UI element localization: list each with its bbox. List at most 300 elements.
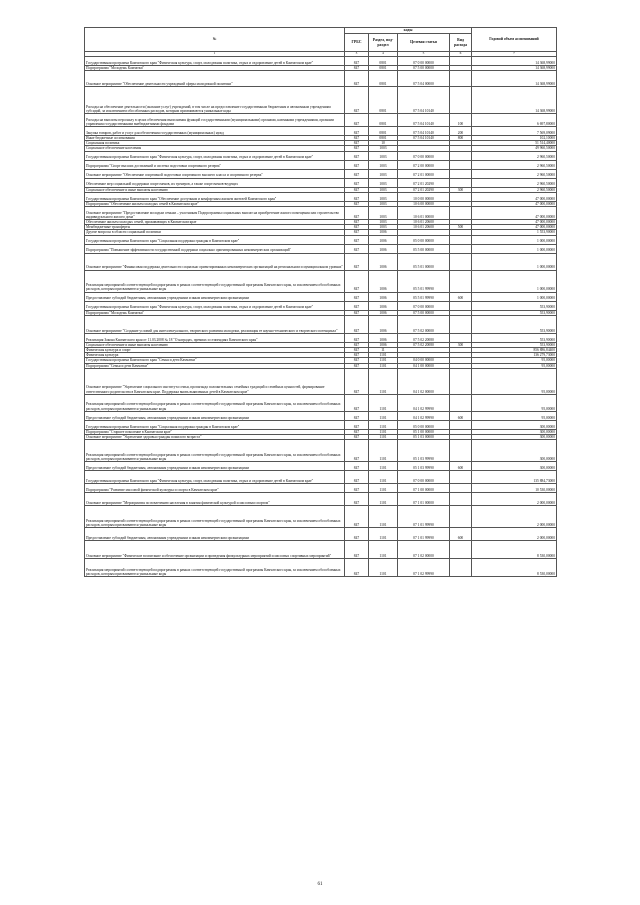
row-grbs: 847 bbox=[345, 253, 369, 270]
row-grbs: 847 bbox=[345, 301, 369, 310]
row-exp-type: 600 bbox=[450, 292, 472, 301]
row-amount: 7 569,09000 bbox=[472, 127, 557, 136]
row-amount: 300,00000 bbox=[472, 429, 557, 434]
row-grbs: 847 bbox=[345, 169, 369, 178]
page-number: 61 bbox=[317, 882, 323, 887]
row-amount: 856 886,84400 bbox=[472, 348, 557, 353]
row-grbs: 847 bbox=[345, 358, 369, 363]
row-name: Межбюджетные трансферты bbox=[85, 225, 345, 230]
row-grbs: 847 bbox=[345, 292, 369, 301]
row-grbs: 847 bbox=[345, 310, 369, 315]
table-row bbox=[85, 301, 557, 310]
row-name: Государственная программа Камчатского края "Обеспечение доступным и комфортным жильем жителей Камчатского края" bbox=[85, 192, 345, 201]
row-exp-type bbox=[450, 235, 472, 244]
row-target: 05 5 00 00000 bbox=[398, 244, 450, 253]
row-amount: 553,90000 bbox=[472, 310, 557, 315]
row-name: Подпрограмма "Семья и дети Камчатки" bbox=[85, 363, 345, 368]
row-grbs: 847 bbox=[345, 363, 369, 368]
table-row bbox=[85, 178, 557, 187]
row-grbs: 847 bbox=[345, 440, 369, 462]
row-target: 07 1 02 99990 bbox=[398, 559, 450, 577]
row-grbs: 847 bbox=[345, 541, 369, 559]
row-section: 1101 bbox=[369, 506, 398, 528]
row-amount: 2 960,50000 bbox=[472, 160, 557, 169]
row-section: 1006 bbox=[369, 235, 398, 244]
row-name: Государственная программа Камчатского края "Социальная поддержка граждан в Камчатском крае" bbox=[85, 420, 345, 429]
row-target: 10 6 01 20600 bbox=[398, 220, 450, 225]
row-grbs: 847 bbox=[345, 87, 369, 114]
row-exp-type bbox=[450, 87, 472, 114]
row-grbs: 847 bbox=[345, 178, 369, 187]
col-num-1: 1 bbox=[85, 52, 345, 57]
row-target: 07 5 04 00000 bbox=[398, 71, 450, 87]
row-grbs: 847 bbox=[345, 411, 369, 420]
row-name: Обеспечение мер социальной поддержки спортсменов, их тренеров, а также спортсменов-ведущих bbox=[85, 178, 345, 187]
row-amount: 102,10000 bbox=[472, 136, 557, 141]
row-target: 07 5 04 10140 bbox=[398, 87, 450, 114]
row-amount: 300,00000 bbox=[472, 462, 557, 471]
row-grbs: 847 bbox=[345, 187, 369, 192]
row-exp-type bbox=[450, 420, 472, 429]
row-section: 0801 bbox=[369, 87, 398, 114]
row-name: Основное мероприятие "Создание условий для интеллектуального, творческого развития молодежи, реализация ее научно-технического и творческого потенциала" bbox=[85, 315, 345, 333]
row-exp-type bbox=[450, 244, 472, 253]
row-name: Другие вопросы в области социальной политики bbox=[85, 230, 345, 235]
col-num-4: 4 bbox=[369, 52, 398, 57]
row-grbs: 847 bbox=[345, 127, 369, 136]
table-row bbox=[85, 253, 557, 270]
row-target: 04 1 02 00000 bbox=[398, 368, 450, 394]
row-name: Основное мероприятие "Укрепление социального института семьи, пропаганда положительных семейных традиций и семейных ценностей, формирование ответственного родительства в Камчатском крае. Поддержка вновь выявленных детей в Камчатском крае" bbox=[85, 368, 345, 394]
header-section: Раздел, под-раздел bbox=[369, 34, 398, 52]
row-amount: 47 000,00000 bbox=[472, 220, 557, 225]
row-grbs: 847 bbox=[345, 333, 369, 342]
row-amount: 553,90000 bbox=[472, 315, 557, 333]
row-exp-type bbox=[450, 541, 472, 559]
row-name: Реализация мероприятий соответствующей подпрограммы в рамках соответствующей государственной программы Камчатского края, за исключением обособленных расходов, которым присваиваются уникальные коды bbox=[85, 270, 345, 292]
row-grbs: 847 bbox=[345, 207, 369, 220]
row-amount: 14 368,99000 bbox=[472, 87, 557, 114]
table-row bbox=[85, 56, 557, 65]
header-exp-type: Вид расхода bbox=[450, 34, 472, 52]
row-grbs: 847 bbox=[345, 429, 369, 434]
row-grbs: 847 bbox=[345, 353, 369, 358]
table-row bbox=[85, 462, 557, 471]
table-row bbox=[85, 160, 557, 169]
row-name: Основное мероприятие "Финансовая поддержка деятельности социально ориентированных некоммерческих организаций на региональном и муниципальном уровнях" bbox=[85, 253, 345, 270]
row-section: 1101 bbox=[369, 435, 398, 440]
row-amount: 1 553,90000 bbox=[472, 230, 557, 235]
row-grbs: 847 bbox=[345, 151, 369, 160]
row-amount: 49 960,50000 bbox=[472, 146, 557, 151]
row-name: Основное мероприятие "Предоставление молодым семьям – участникам Подпрограммы социальных выплат на приобретение жилого помещения или строительство индивидуального жилого дома" bbox=[85, 207, 345, 220]
row-name: Основное мероприятие "Укрепление здоровья граждан пожилого возраста" bbox=[85, 435, 345, 440]
row-grbs: 847 bbox=[345, 342, 369, 347]
row-amount: 553,90000 bbox=[472, 342, 557, 347]
row-grbs: 847 bbox=[345, 559, 369, 577]
row-name: Подпрограмма "Повышение эффективности государственной поддержки социально ориентированных некоммерческих организаций" bbox=[85, 244, 345, 253]
row-section: 1006 bbox=[369, 310, 398, 315]
row-amount: 1 000,00000 bbox=[472, 292, 557, 301]
row-name: Предоставление субсидий бюджетным, автономным учреждениям и иным некоммерческим организациям bbox=[85, 411, 345, 420]
row-name: Государственная программа Камчатского края "Физическая культура, спорт, молодежная политика, отдых и оздоровление детей в Камчатском крае" bbox=[85, 151, 345, 160]
row-section: 1003 bbox=[369, 187, 398, 192]
table-row bbox=[85, 440, 557, 462]
budget-rows bbox=[85, 56, 557, 576]
row-exp-type bbox=[450, 506, 472, 528]
row-name: Основное мероприятие "Обеспечение деятельности учреждений сферы молодежной политики" bbox=[85, 71, 345, 87]
row-target: 07 0 00 00000 bbox=[398, 471, 450, 484]
budget-table bbox=[84, 27, 557, 577]
table-row bbox=[85, 420, 557, 429]
row-grbs: 847 bbox=[345, 65, 369, 70]
row-amount: 95,00000 bbox=[472, 411, 557, 420]
row-section: 1003 bbox=[369, 151, 398, 160]
row-section: 1006 bbox=[369, 270, 398, 292]
row-amount: 8 530,00000 bbox=[472, 559, 557, 577]
row-grbs: 847 bbox=[345, 71, 369, 87]
table-row bbox=[85, 151, 557, 160]
table-row bbox=[85, 292, 557, 301]
table-row bbox=[85, 368, 557, 394]
row-amount: 2 960,50000 bbox=[472, 178, 557, 187]
row-amount: 95,00000 bbox=[472, 394, 557, 411]
row-section: 1006 bbox=[369, 342, 398, 347]
row-section: 1006 bbox=[369, 230, 398, 235]
row-grbs: 847 bbox=[345, 225, 369, 230]
row-section: 0801 bbox=[369, 136, 398, 141]
row-name: Предоставление субсидий бюджетным, автономным учреждениям и иным некоммерческим организациям bbox=[85, 462, 345, 471]
row-amount: 14 368,99000 bbox=[472, 71, 557, 87]
row-section: 0801 bbox=[369, 127, 398, 136]
row-target: 10 6 01 20600 bbox=[398, 225, 450, 230]
row-name: Подпрограмма "Молодежь Камчатки" bbox=[85, 65, 345, 70]
row-grbs: 847 bbox=[345, 160, 369, 169]
row-grbs: 847 bbox=[345, 420, 369, 429]
row-section: 1006 bbox=[369, 315, 398, 333]
table-row bbox=[85, 528, 557, 541]
row-grbs: 847 bbox=[345, 136, 369, 141]
row-target: 04 1 00 00000 bbox=[398, 363, 450, 368]
row-amount: 1 000,00000 bbox=[472, 235, 557, 244]
row-amount: 2 000,00000 bbox=[472, 506, 557, 528]
row-exp-type bbox=[450, 151, 472, 160]
row-section: 1101 bbox=[369, 484, 398, 493]
table-row bbox=[85, 71, 557, 87]
row-grbs: 847 bbox=[345, 528, 369, 541]
row-grbs: 847 bbox=[345, 244, 369, 253]
row-name: Основное мероприятие "Физическое воспитание и обеспечение организации и проведения физкультурных мероприятий и массовых спортивных мероприятий" bbox=[85, 541, 345, 559]
row-exp-type bbox=[450, 315, 472, 333]
row-section: 1006 bbox=[369, 292, 398, 301]
row-amount: 2 960,50000 bbox=[472, 151, 557, 160]
row-section: 1101 bbox=[369, 353, 398, 358]
row-amount: 47 000,00000 bbox=[472, 192, 557, 201]
row-amount: 300,00000 bbox=[472, 420, 557, 429]
row-name: Подпрограмма "Спорт высших достижений и система подготовки спортивного резерва" bbox=[85, 160, 345, 169]
row-amount: 2 960,50000 bbox=[472, 169, 557, 178]
table-row bbox=[85, 484, 557, 493]
row-section: 1101 bbox=[369, 420, 398, 429]
row-grbs: 847 bbox=[345, 368, 369, 394]
table-row bbox=[85, 169, 557, 178]
row-target: 07 1 01 99990 bbox=[398, 506, 450, 528]
row-exp-type: 300 bbox=[450, 187, 472, 192]
row-target: 07 1 01 00000 bbox=[398, 493, 450, 506]
row-target: 07 2 01 00000 bbox=[398, 169, 450, 178]
row-exp-type bbox=[450, 270, 472, 292]
row-name: Предоставление субсидий бюджетным, автономным учреждениям и иным некоммерческим организациям bbox=[85, 292, 345, 301]
row-section: 1003 bbox=[369, 169, 398, 178]
row-name: Физическая культура bbox=[85, 353, 345, 358]
row-amount: 95,00000 bbox=[472, 368, 557, 394]
row-target: 07 2 00 00000 bbox=[398, 160, 450, 169]
row-section: 1101 bbox=[369, 358, 398, 363]
row-grbs: 847 bbox=[345, 230, 369, 235]
row-grbs: 847 bbox=[345, 471, 369, 484]
col-num-6: 6 bbox=[450, 52, 472, 57]
row-section: 0801 bbox=[369, 114, 398, 127]
row-exp-type: 100 bbox=[450, 114, 472, 127]
table-row bbox=[85, 270, 557, 292]
row-grbs: 847 bbox=[345, 435, 369, 440]
row-grbs: 847 bbox=[345, 56, 369, 65]
row-target: 07 0 00 00000 bbox=[398, 56, 450, 65]
row-target: 07 1 02 00000 bbox=[398, 541, 450, 559]
table-row bbox=[85, 493, 557, 506]
row-name: Расходы на обеспечение деятельности (оказание услуг) учреждений, в том числе на предоставление государственным бюджетным и автономным учреждениям субсидий, за исключением обособленных расходов, которым присваиваются уникальные коды bbox=[85, 87, 345, 114]
row-target: 05 5 01 99990 bbox=[398, 292, 450, 301]
row-name: Основное мероприятие "Обеспечение спортивной подготовки спортивного высшего класса и спортивного резерва" bbox=[85, 169, 345, 178]
row-amount: 2 960,50000 bbox=[472, 187, 557, 192]
row-exp-type bbox=[450, 56, 472, 65]
row-target: 07 2 01 20290 bbox=[398, 178, 450, 187]
row-amount: 2 000,00000 bbox=[472, 528, 557, 541]
row-exp-type bbox=[450, 160, 472, 169]
row-exp-type: 200 bbox=[450, 127, 472, 136]
row-amount: 8 530,00000 bbox=[472, 541, 557, 559]
row-name: Обеспечение жильем молодых семей, проживающих в Камчатском крае bbox=[85, 220, 345, 225]
row-exp-type bbox=[450, 493, 472, 506]
row-target: 05 5 01 00000 bbox=[398, 253, 450, 270]
row-name: Реализация мероприятий соответствующей подпрограммы в рамках соответствующей государственной программы Камчатского края, за исключением обособленных расходов, которым присваиваются уникальные коды bbox=[85, 440, 345, 462]
table-row bbox=[85, 394, 557, 411]
row-section: 1003 bbox=[369, 225, 398, 230]
row-section: 1006 bbox=[369, 333, 398, 342]
row-name: Расходы на выплаты персоналу в целях обеспечения выполнения функций государственными (муниципальными) органами, казенными учреждениями, органами управления государственными внебюджетными фондами bbox=[85, 114, 345, 127]
row-amount: 553,90000 bbox=[472, 333, 557, 342]
budget-page bbox=[84, 27, 556, 577]
row-grbs: 847 bbox=[345, 493, 369, 506]
table-row bbox=[85, 87, 557, 114]
table-row bbox=[85, 127, 557, 136]
row-exp-type: 500 bbox=[450, 225, 472, 230]
table-row bbox=[85, 541, 557, 559]
header-amount: Годовой объем ассигнований bbox=[472, 28, 557, 52]
row-amount: 2 000,00000 bbox=[472, 493, 557, 506]
row-section: 1003 bbox=[369, 220, 398, 225]
row-section: 1101 bbox=[369, 429, 398, 434]
row-target: 04 1 02 99990 bbox=[398, 394, 450, 411]
row-name: Реализация мероприятий соответствующей подпрограммы в рамках соответствующей государственной программы Камчатского края, за исключением обособленных расходов, которым присваиваются уникальные коды bbox=[85, 506, 345, 528]
row-amount: 1 000,00000 bbox=[472, 244, 557, 253]
row-name: Подпрограмма "Молодежь Камчатки" bbox=[85, 310, 345, 315]
row-exp-type bbox=[450, 440, 472, 462]
row-target: 05 0 00 00000 bbox=[398, 235, 450, 244]
row-target: 07 0 00 00000 bbox=[398, 151, 450, 160]
row-target: 05 1 03 99990 bbox=[398, 462, 450, 471]
row-section: 1101 bbox=[369, 462, 398, 471]
table-row bbox=[85, 192, 557, 201]
row-name: Подпрограмма "Обеспечение жильем молодых семей в Камчатском крае" bbox=[85, 201, 345, 206]
row-target: 10 6 00 00000 bbox=[398, 201, 450, 206]
row-name: Реализация мероприятий соответствующей подпрограммы в рамках соответствующей государственной программы Камчатского края, за исключением обособленных расходов, которым присваиваются уникальные коды bbox=[85, 394, 345, 411]
row-section: 1003 bbox=[369, 201, 398, 206]
row-target: 07 5 04 10140 bbox=[398, 136, 450, 141]
row-exp-type bbox=[450, 207, 472, 220]
row-exp-type bbox=[450, 71, 472, 87]
row-amount: 300,00000 bbox=[472, 440, 557, 462]
row-amount: 136 279,73000 bbox=[472, 353, 557, 358]
row-name: Государственная программа Камчатского края "Физическая культура, спорт, молодежная политика, отдых и оздоровление детей в Камчатском крае" bbox=[85, 301, 345, 310]
row-section: 1101 bbox=[369, 541, 398, 559]
row-section: 1003 bbox=[369, 207, 398, 220]
row-amount: 47 000,00000 bbox=[472, 201, 557, 206]
row-name: Основное мероприятие "Мероприятия по вовлечению населения в занятия физической культурой и массовым спортом" bbox=[85, 493, 345, 506]
row-name: Реализация мероприятий соответствующей подпрограммы в рамках соответствующей государственной программы Камчатского края, за исключением обособленных расходов, которым присваиваются уникальные коды bbox=[85, 559, 345, 577]
row-section: 1101 bbox=[369, 411, 398, 420]
table-row bbox=[85, 235, 557, 244]
row-section: 1101 bbox=[369, 440, 398, 462]
row-amount: 14 368,99000 bbox=[472, 56, 557, 65]
row-name: Государственная программа Камчатского края "Социальная поддержка граждан в Камчатском крае" bbox=[85, 235, 345, 244]
row-target: 07 5 04 10140 bbox=[398, 127, 450, 136]
row-section: 1101 bbox=[369, 559, 398, 577]
row-target: 05 1 00 00000 bbox=[398, 429, 450, 434]
row-grbs: 847 bbox=[345, 462, 369, 471]
row-amount: 135 884,73000 bbox=[472, 471, 557, 484]
table-row bbox=[85, 244, 557, 253]
row-name: Подпрограмма "Развитие массовой физической культуры и спорта в Камчатском крае" bbox=[85, 484, 345, 493]
row-name: Иные бюджетные ассигнования bbox=[85, 136, 345, 141]
row-target: 07 1 00 00000 bbox=[398, 484, 450, 493]
row-exp-type: 800 bbox=[450, 136, 472, 141]
table-row bbox=[85, 114, 557, 127]
row-target: 07 5 02 00000 bbox=[398, 315, 450, 333]
row-name: Государственная программа Камчатского края "Физическая культура, спорт, молодежная политика, отдых и оздоровление детей в Камчатском крае" bbox=[85, 471, 345, 484]
row-target: 07 1 01 99990 bbox=[398, 528, 450, 541]
row-target: 05 1 03 99990 bbox=[398, 440, 450, 462]
row-section: 1006 bbox=[369, 253, 398, 270]
row-name: Подпрограмма "Старшее поколение в Камчатском крае" bbox=[85, 429, 345, 434]
row-target: 07 2 01 20290 bbox=[398, 187, 450, 192]
row-target: 10 0 00 00000 bbox=[398, 192, 450, 201]
row-target: 07 5 00 00000 bbox=[398, 310, 450, 315]
row-section: 1101 bbox=[369, 471, 398, 484]
row-grbs: 847 bbox=[345, 394, 369, 411]
header-grbs: ГРБС bbox=[345, 34, 369, 52]
table-row bbox=[85, 315, 557, 333]
row-name: Государственная программа Камчатского края "Физическая культура, спорт, молодежная политика, отдых и оздоровление детей в Камчатском крае" bbox=[85, 56, 345, 65]
row-section: 1003 bbox=[369, 146, 398, 151]
row-section: 0801 bbox=[369, 56, 398, 65]
row-amount: 553,90000 bbox=[472, 301, 557, 310]
table-row bbox=[85, 333, 557, 342]
row-name: Социальное обеспечение населения bbox=[85, 146, 345, 151]
row-section: 1101 bbox=[369, 394, 398, 411]
row-exp-type bbox=[450, 394, 472, 411]
row-section: 1101 bbox=[369, 528, 398, 541]
table-row bbox=[85, 411, 557, 420]
row-grbs: 847 bbox=[345, 192, 369, 201]
row-grbs: 847 bbox=[345, 348, 369, 353]
row-section: 1006 bbox=[369, 301, 398, 310]
row-section: 1003 bbox=[369, 160, 398, 169]
row-target: 05 5 01 99990 bbox=[398, 270, 450, 292]
row-amount: 1 000,00000 bbox=[472, 270, 557, 292]
row-target: 07 5 00 00000 bbox=[398, 65, 450, 70]
row-name: Предоставление субсидий бюджетным, автономным учреждениям и иным некоммерческим организациям bbox=[85, 528, 345, 541]
row-exp-type bbox=[450, 484, 472, 493]
row-exp-type bbox=[450, 178, 472, 187]
col-num-5: 5 bbox=[398, 52, 450, 57]
row-amount: 14 368,99000 bbox=[472, 65, 557, 70]
table-row bbox=[85, 207, 557, 220]
row-exp-type: 600 bbox=[450, 528, 472, 541]
row-target: 07 5 02 20080 bbox=[398, 333, 450, 342]
row-grbs: 847 bbox=[345, 506, 369, 528]
row-grbs: 847 bbox=[345, 201, 369, 206]
row-amount: 47 000,00000 bbox=[472, 207, 557, 220]
row-amount: 95,00000 bbox=[472, 358, 557, 363]
row-exp-type bbox=[450, 169, 472, 178]
col-num-7: 7 bbox=[472, 52, 557, 57]
row-section: 1101 bbox=[369, 363, 398, 368]
row-grbs: 847 bbox=[345, 220, 369, 225]
col-num-3: 3 bbox=[345, 52, 369, 57]
row-target: 07 5 04 10140 bbox=[398, 114, 450, 127]
row-exp-type bbox=[450, 471, 472, 484]
row-section: 0801 bbox=[369, 71, 398, 87]
header-no: № bbox=[85, 28, 345, 52]
row-exp-type bbox=[450, 253, 472, 270]
row-section: 1101 bbox=[369, 493, 398, 506]
row-target: 05 0 00 00000 bbox=[398, 420, 450, 429]
row-name: Социальное обеспечение и иные выплаты населению bbox=[85, 187, 345, 192]
row-grbs: 847 bbox=[345, 114, 369, 127]
row-amount: 95,00000 bbox=[472, 363, 557, 368]
row-grbs: 847 bbox=[345, 141, 369, 146]
row-name: Физическая культура и спорт bbox=[85, 348, 345, 353]
row-exp-type: 600 bbox=[450, 462, 472, 471]
row-amount: 51 514,40000 bbox=[472, 141, 557, 146]
row-target: 05 1 03 00000 bbox=[398, 435, 450, 440]
row-name: Реализация Закона Камчатского края от 11.03.2008 № 18 "О наградах, премиях и стипендиях Камчатского края" bbox=[85, 333, 345, 342]
row-exp-type bbox=[450, 333, 472, 342]
row-section: 1003 bbox=[369, 178, 398, 187]
row-exp-type bbox=[450, 301, 472, 310]
row-amount: 10 530,00000 bbox=[472, 484, 557, 493]
row-target: 07 0 00 00000 bbox=[398, 301, 450, 310]
row-name: Закупка товаров, работ и услуг для обеспечения государственных (муниципальных) нужд bbox=[85, 127, 345, 136]
row-section: 0801 bbox=[369, 65, 398, 70]
header-codes: коды bbox=[345, 28, 472, 34]
table-row bbox=[85, 506, 557, 528]
row-target: 10 6 01 00000 bbox=[398, 207, 450, 220]
row-amount: 1 000,00000 bbox=[472, 253, 557, 270]
row-section: 1101 bbox=[369, 368, 398, 394]
row-exp-type bbox=[450, 192, 472, 201]
